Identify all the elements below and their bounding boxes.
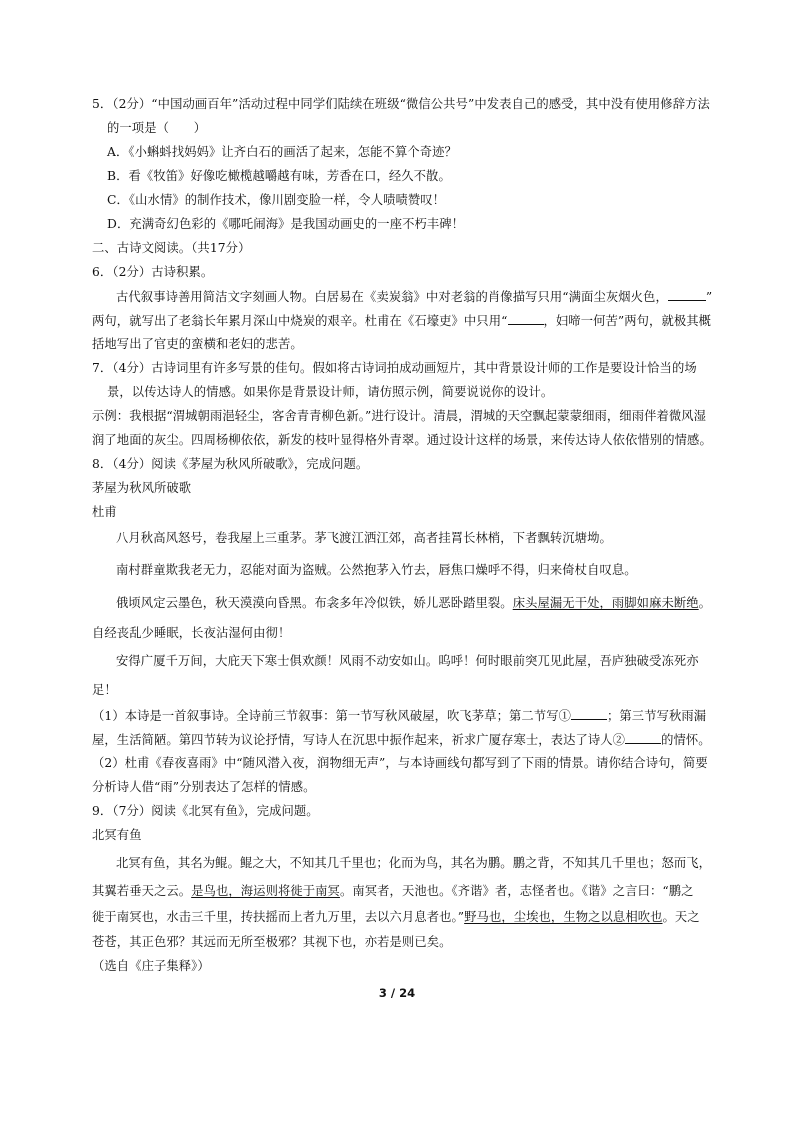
answer-blank	[508, 312, 544, 325]
answer-blank	[571, 707, 607, 720]
q8-sub1-line-1	[92, 707, 706, 724]
passage-line-1: 北冥有鱼，其名为鲲。鲲之大，不知其几千里也；化而为鸟，其名为鹏。鹏之背，不知其几千里也；怒而飞，	[116, 856, 712, 870]
poem-stanza-3-line-1	[116, 595, 711, 611]
poem-text: 俄顷风定云墨色，秋天漠漠向昏黑。布衾多年冷似铁，娇儿恶卧踏里裂。	[116, 596, 513, 610]
q8-text: （1）本诗是一首叙事诗。全诗前三节叙事：第一节写秋风破屋，吹飞茅草；第二节写①	[92, 709, 572, 723]
q7-example-line-1: 示例：我根据“渭城朝雨浥轻尘，客舍青青柳色新。”进行设计。清晨，渭城的天空飘起蒙蒙细雨，细雨伴着微风湿	[92, 409, 707, 423]
q8-text: 屋，生活简陋。第四节转为议论抒情，写诗人在沉思中振作起来，祈求广厦存寒士，表达了诗人②	[92, 733, 626, 747]
q9-title: 9．（7分）阅读《北冥有鱼》，完成问题。	[92, 804, 319, 818]
q5-option-b: B．看《牧笛》好像吃橄榄越嚼越有味，芳香在口，经久不散。	[107, 169, 451, 183]
poem-stanza-1: 八月秋高风怒号，卷我屋上三重茅。茅飞渡江洒江郊，高者挂罥长林梢，下者飘转沉塘坳。	[116, 531, 612, 545]
underlined-line: 床头屋漏无干处，雨脚如麻未断绝	[512, 596, 699, 610]
q8-sub2-line-2: 分析诗人借“雨”分别表达了怎样的情感。	[92, 780, 316, 794]
passage-line-2	[92, 883, 694, 899]
passage-line-3	[92, 909, 700, 925]
passage-line-4: 苍苍，其正色邪？其远而无所至极邪？其视下也，亦若是则已矣。	[92, 935, 452, 949]
underlined-line: 是鸟也，海运则将徙于南冥	[191, 884, 340, 898]
passage-title: 北冥有鱼	[92, 828, 142, 842]
poem-stanza-3-line-2: 自经丧乱少睡眠，长夜沾湿何由彻！	[92, 626, 291, 640]
page-number: 3 / 24	[378, 986, 416, 1000]
q6-title: 6．（2分）古诗积累。	[92, 265, 214, 279]
q5-option-a: A．《小蝌蚪找妈妈》让齐白石的画活了起来，怎能不算个奇迹？	[107, 145, 457, 159]
poem-stanza-4-line-2: 足！	[92, 683, 117, 697]
q7-example-line-2: 润了地面的灰尘。四周杨柳依依，新发的枝叶显得格外青翠。通过设计这样的场景，来传达诗人依依惜别的情感。	[92, 433, 712, 447]
poem-stanza-4-line-1: 安得广厦千万间，大庇天下寒士俱欢颜！风雨不动安如山。呜呼！何时眼前突兀见此屋，吾庐独破受冻死亦	[116, 654, 699, 668]
q6-text: 古代叙事诗善用简洁文字刻画人物。白居易在《卖炭翁》中对老翁的肖像描写只用“满面尘灰烟火色，	[116, 290, 668, 304]
passage-text: 。南冥者，天池也。《齐谐》者，志怪者也。《谐》之言曰：“鹏之	[339, 884, 694, 898]
q6-paragraph-line-3: 括地写出了官吏的蛮横和老妇的悲苦。	[92, 337, 303, 351]
poem-author: 杜甫	[92, 505, 117, 519]
q8-sub2-line-1: （2）杜甫《春夜喜雨》中“随风潜入夜，润物细无声”，与本诗画线句都写到了下雨的情景。请你结合诗句，简要	[92, 756, 708, 770]
q8-sub1-line-2	[92, 731, 711, 748]
q5-stem-line-1: 5．（2分）“中国动画百年”活动过程中同学们陆续在班级“微信公共号”中发表自己的感受，其中没有使用修辞方法	[92, 97, 710, 111]
q6-paragraph-line-1	[116, 288, 712, 305]
q6-text: ，妇啼一何苦”两句，就极其概	[543, 314, 712, 328]
q8-text: 的情怀。	[661, 733, 711, 747]
q6-text: 两句，就写出了老翁长年累月深山中烧炭的艰辛。杜甫在《石壕吏》中只用“	[92, 314, 508, 328]
q6-paragraph-line-2	[92, 312, 711, 329]
q7-line-2: 景，以传达诗人的情感。如果你是背景设计师，请仿照示例，简要说说你的设计。	[107, 385, 554, 399]
poem-text: 。	[698, 596, 712, 610]
passage-text: 徙于南冥也，水击三千里，抟扶摇而上者九万里，去以六月息者也。”	[92, 910, 465, 924]
q5-option-d: D．充满奇幻色彩的《哪吒闹海》是我国动画史的一座不朽丰碑！	[107, 217, 465, 231]
q8-title: 8．（4分）阅读《茅屋为秋风所破歌》，完成问题。	[92, 457, 369, 471]
poem-title: 茅屋为秋风所破歌	[92, 481, 192, 495]
underlined-line: 野马也，尘埃也，生物之以息相吹也	[464, 910, 663, 924]
section-2-heading: 二、古诗文阅读。（共17分）	[92, 241, 251, 255]
q7-line-1: 7．（4分）古诗词里有许多写景的佳句。假如将古诗词拍成动画短片，其中背景设计师的工作是要设计恰当的场	[92, 361, 697, 375]
q5-stem-line-2: 的一项是（ ）	[107, 121, 207, 135]
answer-blank	[625, 731, 661, 744]
passage-source: （选自《庄子集释》）	[92, 959, 210, 973]
answer-blank	[668, 288, 706, 301]
passage-text: 。天之	[662, 910, 700, 924]
q8-text: ；第三节写秋雨漏	[607, 709, 707, 723]
passage-text: 其翼若垂天之云。	[92, 884, 192, 898]
q6-text: ”	[705, 290, 713, 304]
q5-option-c: C．《山水情》的制作技术，像川剧变脸一样，令人啧啧赞叹！	[107, 193, 446, 207]
poem-stanza-2: 南村群童欺我老无力，忍能对面为盗贼。公然抱茅入竹去，唇焦口燥呼不得，归来倚杖自叹息。	[116, 563, 637, 577]
